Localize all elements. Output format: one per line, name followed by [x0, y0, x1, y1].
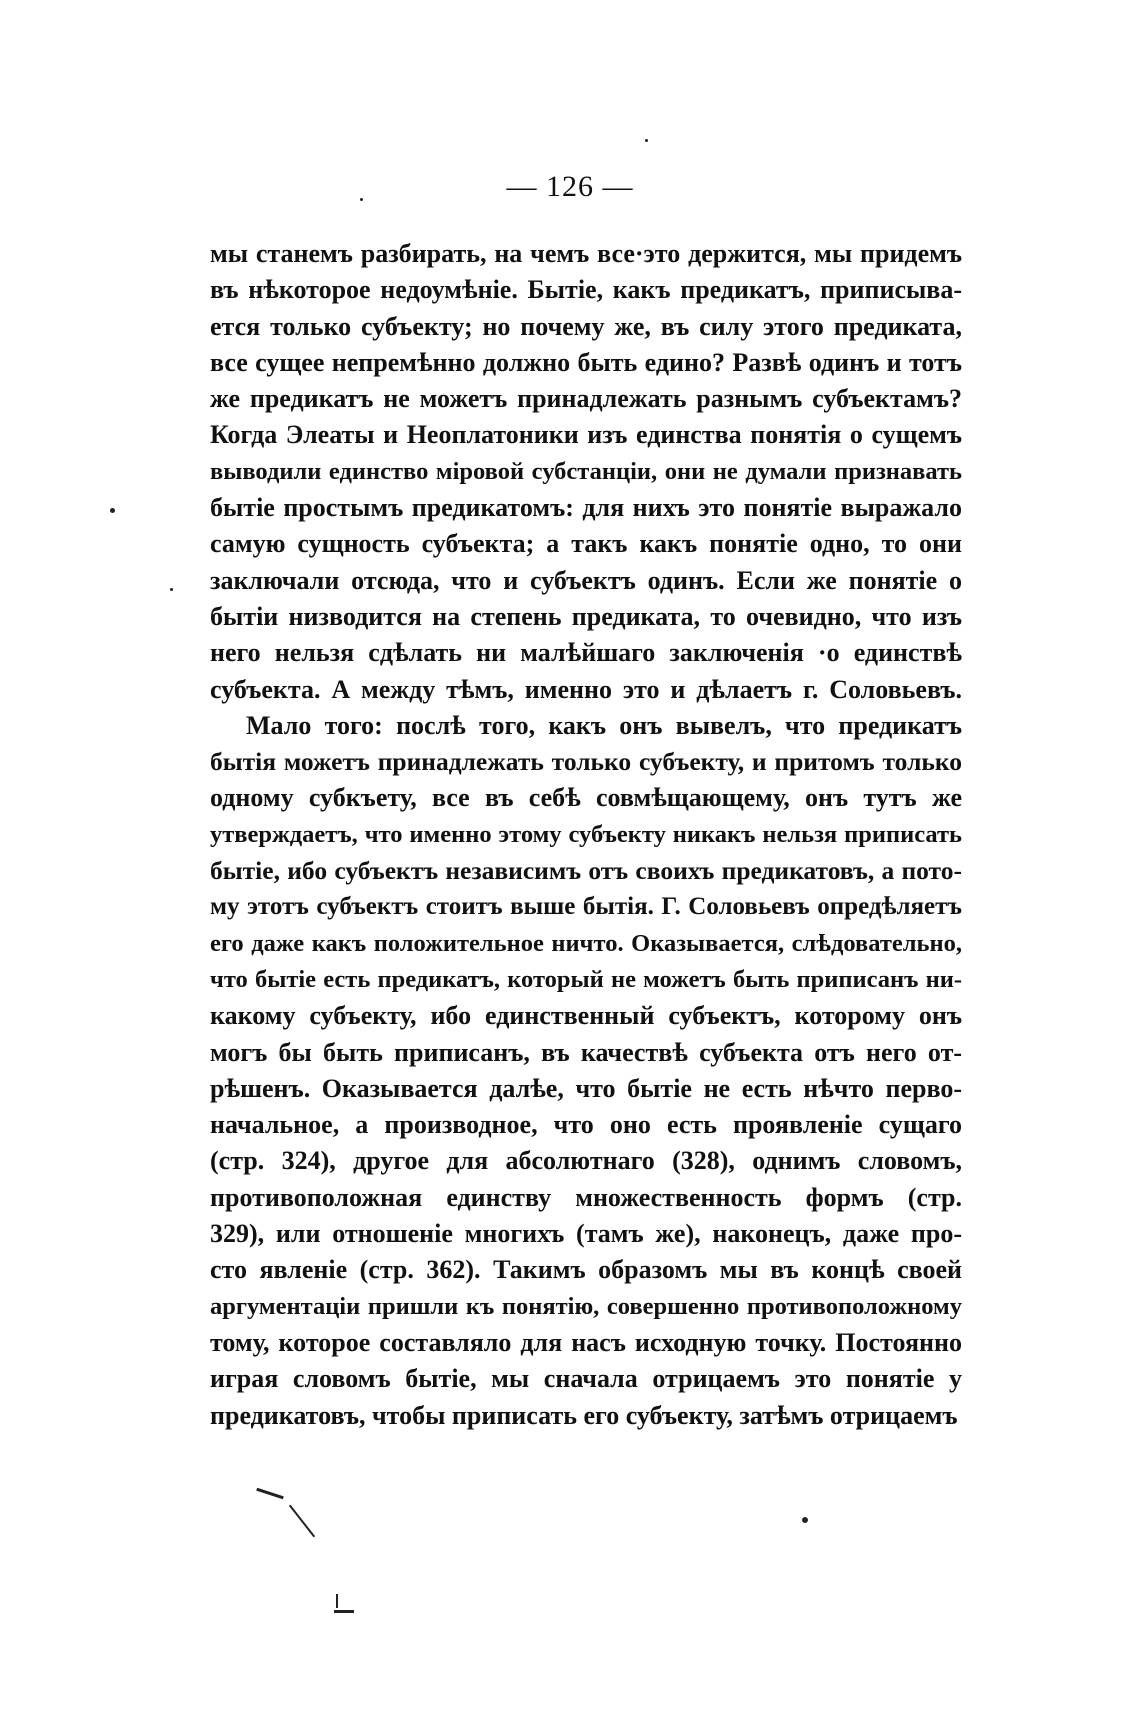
text-line-20: его даже какъ положительное ничто. Оказывается, слѣдовательно,	[210, 929, 962, 957]
text-line-27: противоположная единству множественность формъ (стр.	[210, 1182, 962, 1212]
text-line-28: 329), или отношенiе многихъ (тамъ же), наконецъ, даже про-	[210, 1219, 962, 1249]
scan-speck	[645, 139, 648, 142]
text-line-12: него нельзя сдѣлать ни малѣйшаго заключенiя ·о единствѣ	[210, 638, 962, 668]
text-line-26: (стр. 324), другое для абсолютнаго (328), однимъ словомъ,	[210, 1146, 962, 1176]
text-line-1: мы станемъ разбирать, на чемъ все·это держится, мы придемъ	[210, 239, 962, 268]
text-line-19: му этотъ субъектъ стоитъ выше бытiя. Г. Соловьевъ опредѣляетъ	[210, 893, 962, 921]
text-line-9: самую сущность субъекта; а такъ какъ понятiе одно, то они	[210, 529, 962, 559]
text-line-17: утверждаетъ, что именно этому субъекту никакъ нельзя приписать	[210, 820, 962, 848]
scan-speck	[110, 508, 115, 513]
text-line-15: бытiя можетъ принадлежать только субъекту, и притомъ только	[210, 747, 962, 777]
text-line-24: рѣшенъ. Оказывается далѣе, что бытiе не есть нѣчто перво-	[210, 1073, 962, 1103]
text-line-5: же предикатъ не можетъ принадлежать разнымъ субъектамъ?	[210, 384, 962, 414]
scan-speck	[802, 1517, 808, 1523]
text-line-23: могъ бы быть приписанъ, въ качествѣ субъекта отъ него от-	[210, 1037, 962, 1067]
text-line-16: одному субкъету, все въ себѣ совмѣщающему, онъ тутъ же	[210, 783, 962, 813]
text-line-3: ется только субъекту; но почему же, въ силу этого предиката,	[210, 311, 962, 341]
text-line-21: что бытiе есть предикатъ, который не можетъ быть приписанъ ни-	[210, 965, 962, 993]
scan-smudge	[256, 1488, 284, 1500]
scan-smudge	[336, 1594, 338, 1608]
text-line-30: аргументацiи пришли къ понятiю, совершенно противоположному	[210, 1292, 962, 1320]
text-line-6: Когда Элеаты и Неоплатоники изъ единства понятiя о сущемъ	[210, 420, 962, 450]
text-line-8: бытiе простымъ предикатомъ: для нихъ это понятiе выражало	[210, 493, 962, 523]
text-line-32: играя словомъ бытiе, мы сначала отрицаемъ это понятiе у	[210, 1364, 962, 1394]
text-line-22: какому субъекту, ибо единственный субъектъ, которому онъ	[210, 1001, 962, 1031]
scan-smudge	[289, 1505, 315, 1538]
text-line-25: начальное, а производное, что оно есть проявленiе сущаго	[210, 1110, 962, 1140]
scan-speck	[170, 588, 173, 591]
text-line-11: бытiи низводится на степень предиката, то очевидно, что изъ	[210, 601, 962, 631]
text-line-2: въ нѣкоторое недоумѣнiе. Бытiе, какъ предикатъ, приписыва-	[210, 275, 962, 305]
page-number: — 126 —	[506, 170, 634, 203]
text-line-10: заключали отсюда, что и субъектъ одинъ. Если же понятiе о	[210, 565, 962, 595]
text-line-14: Мало того: послѣ того, какъ онъ вывелъ, что предикатъ	[246, 710, 962, 740]
body-text	[210, 236, 962, 1434]
text-line-29: сто явленiе (стр. 362). Такимъ образомъ мы въ концѣ своей	[210, 1255, 962, 1285]
scan-speck	[360, 198, 363, 201]
text-line-7: выводили единство мiровой субстанцiи, они не думали признавать	[210, 457, 962, 485]
text-line-18: бытiе, ибо субъектъ независимъ отъ своихъ предикатовъ, а пото-	[210, 856, 962, 886]
text-line-31: тому, которое составляло для насъ исходную точку. Постоянно	[210, 1327, 962, 1357]
scan-smudge	[334, 1610, 354, 1613]
text-line-33: предикатовъ, чтобы приписать его субъекту, затѣмъ отрицаемъ	[210, 1400, 958, 1430]
text-line-4: все сущее непремѣнно должно быть едино? Развѣ одинъ и тотъ	[210, 347, 962, 377]
text-line-13: субъекта. А между тѣмъ, именно это и дѣлаетъ г. Соловьевъ.	[210, 674, 962, 704]
